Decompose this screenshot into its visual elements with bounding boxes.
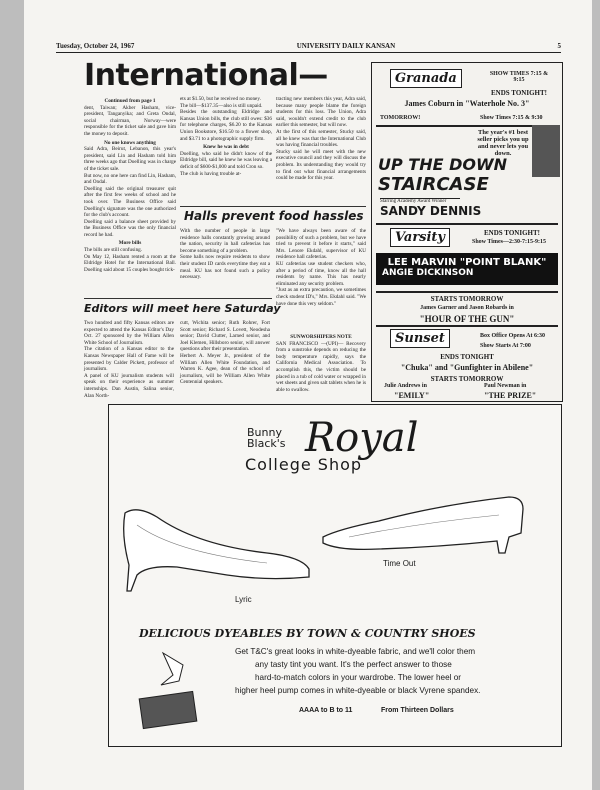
header-paper: UNIVERSITY DAILY KANSAN [296,42,396,50]
paragraph: But now, no one here can find Lin, Hasham, and Ondal. [84,172,176,186]
ad-body-line: any tasty tint you want. It's the perfect answer to those [255,660,452,669]
granada-tagline: The year's #1 best seller picks you up and never lets you down. [477,129,529,157]
paragraph: KU cafeterias use student checkers who, after a period of time, know all the hall residents by name. This has nearly eliminated any security problem. [276,260,366,287]
brand-bunny-blacks [247,427,286,449]
sunset-movie-1: "EMILY" [394,391,430,400]
granada-show-times: SHOW TIMES 7:15 & 9:15 [489,71,549,83]
brand-line-1: Bunny [247,426,282,439]
varsity-times: Show Times—2:30-7:15-9:15 [472,239,546,245]
price: From Thirteen Dollars [381,707,454,714]
lyric-label: Lyric [235,595,252,604]
paragraph: tracting new members this year, Adra said, because many people blame the foreign students for this loss. The Union, Adra said, wouldn't extend credit to the club earlier this semester, but will now. [276,96,366,129]
granada-ends: ENDS TONIGHT! [491,89,547,97]
page-header [56,42,561,53]
sunworshipers-brief [276,332,366,393]
academy-award: Starring Academy Award Winner [380,198,460,204]
varsity-starts: STARTS TOMORROW [430,295,504,303]
sunset-show-start: Show Starts At 7:00 [480,343,531,349]
royal-script: Royal [305,415,419,461]
lyric-shoe-illustration [117,505,317,595]
sunset-movie-2: "THE PRIZE" [484,391,537,400]
paragraph: The club is having trouble at- [180,170,242,177]
paragraph: Said Adra, Beirut, Lebanon, this year's president, said Lin and Hasham told him three weeks ago that Doelling was in charge of the ticket sale. [84,146,176,172]
left-page-edge [0,0,24,790]
ad-body-line: higher heel pump comes in white-dyeable or black Vyrene spandex. [235,686,481,695]
paragraph: A panel of KU journalism students will speak on their experience as summer internships. Dan Austin, Salina senior, Alan North- [84,372,174,399]
granada-times-2: Show Times 7:15 & 9:30 [480,115,543,121]
halls-column-1 [180,228,270,281]
divider [376,291,558,293]
editors-column-1 [84,320,174,399]
paragraph: With the number of people in large residence halls constantly growing around the nation, security in hall cafeterias has become something of a problem. [180,228,270,254]
paragraph: The citation of a Kansas editor to the Kansas Newspaper Hall of Fame will be presented by Calder Pickett, professor of journalism. [84,346,174,373]
divider [180,206,366,207]
time-out-shoe-illustration [319,493,529,555]
sunset-starts: STARTS TOMORROW [430,375,504,383]
editors-column-2 [180,320,270,386]
varsity-ends: ENDS TONIGHT! [484,229,540,237]
paragraph: Herbert A. Meyer Jr., president of the William Allen White Foundation, and Warren K. Agee, dean of the school of journalism, will be William Allen White Centennial speakers. [180,352,270,386]
article-column-2 [180,96,272,177]
paragraph: Doelling said the original treasurer quit after the first few weeks of school and he took over. The Business Office said Doelling's signature was the one authorized for the club's account. [84,185,176,219]
paragraph: On May 12, Hasham rented a room at the Eldridge Hotel for the International Ball. Doelling said about 15 couples bought tick- [84,253,176,273]
sunset-box-office: Box Office Opens At 6:30 [480,333,545,339]
halls-column-2 [276,228,366,307]
paragraph: Two hundred and fifty Kansas editors are expected to attend the Kansas Editor's Day Oct. 27 sponsored by the William Allen White School of Journalism. [84,320,174,346]
international-headline: International— [84,58,328,93]
sunset-star-2: Paul Newman in [484,383,527,389]
point-blank-banner [376,253,558,285]
ad-body-line: Get T&C's great looks in white-dyeable fabric, and we'll color them [235,647,476,656]
shoe-ad [108,404,562,747]
paragraph: The bills are still confusing. [84,247,143,254]
time-out-label: Time Out [383,559,416,568]
sunset-current: "Chuka" and "Gunfighter in Abilene" [400,363,534,372]
article-column-3 [276,96,366,182]
subhead: Knew he was in debt [203,144,249,151]
paragraph: cutt, Wichita senior; Ruth Rohrer, Fort Scott senior; Richard S. Lovett, Neodesha senior; David Clutter, Larned senior, and Joel Klemen, Hillsboro senior, will answer questions after their presentation. [180,320,270,353]
paragraph: SAN FRANCISCO —(UPI)— Recovery from a sunstroke depends on reducing the body temperature rapidly, says the California Medical Association. To accomplish this, the victim should be placed in a tub of cold water or wrapped in wet sheets and given salt tablets when he is able to swallow. [276,340,366,393]
continued-note: Continued from page 1 [104,98,156,104]
paragraph: "We have always been aware of the possibility of such a problem, but we have tried to prevent it before it starts," said Mrs. Lenore Ekdahl, supervisor of KU residence hall cafeterias. [276,228,366,261]
paragraph: dent, Taiwan; Akber Hasham, vice-president, Tanganyika; and Greta Ondal, social chairman, Norway—were responsible for the ticket sale and gave him the money to deposit. [84,104,176,137]
varsity-logo: Varsity [390,228,450,247]
paragraph: ets at $1.50, but he received no money. [180,96,261,102]
granada-tomorrow: TOMORROW! [380,115,421,121]
ad-body [235,645,555,697]
granada-logo: Granada [390,69,462,88]
divider [376,325,558,327]
divider [84,298,272,299]
paragraph: Stucky said he will meet with the new executive council and they will discuss the problem. Its understanding they would try to find out what financial arrangements could be made for this year. [276,148,366,182]
sunset-ends: ENDS TONIGHT [440,353,494,361]
header-date: Tuesday, October 24, 1967 [56,42,135,50]
ad-body-line: hard-to-match colors in your wardrobe. The lower heel or [255,673,461,682]
paragraph: The bill—$137.35—also is still unpaid. [180,102,263,109]
brief-title: SUNWORSHIPERS NOTE [290,334,352,340]
divider [376,125,558,127]
banner-costar: ANGIE DICKINSON [382,268,474,278]
paragraph: "Just as an extra precaution, we sometimes check student ID's," Mrs. Ekdahl said. "We have done this very seldom." [276,287,366,307]
header-page-number: 5 [557,42,561,50]
film-title-bottom: STAIRCASE [378,174,489,195]
divider [376,223,558,225]
paragraph: At the first of this semester, Stucky said, all he knew was that the International Club was having financial troubles. [276,128,366,149]
halls-headline: Halls prevent food hassles [184,209,364,223]
varsity-cast: James Garner and Jason Robards in [420,305,514,311]
dyeables-headline: DELICIOUS DYEABLES BY TOWN & COUNTRY SHOES [139,627,476,640]
subhead: More bills [118,240,142,247]
theater-ad [371,62,563,402]
film-title-top: UP THE DOWN [378,155,508,174]
sizes: AAAA to B to 11 [299,707,353,714]
paragraph: Doelling, who said he didn't know of the Eldridge bill, said he knew he was leaving a deficit of $600-$1,000 and told Cron so. [180,150,272,170]
varsity-next-film: "HOUR OF THE GUN" [419,314,515,324]
subhead: No one knows anything [104,139,156,146]
star-name: SANDY DENNIS [380,204,482,218]
paragraph: Doelling said a balance sheet provided by the Business Office was the only financial record he had. [84,218,176,238]
dye-hand-bag-illustration [133,645,213,735]
sunset-star-1: Julie Andrews in [384,383,427,389]
sunset-logo: Sunset [390,329,450,348]
banner-title: LEE MARVIN "POINT BLANK" [387,257,547,268]
paragraph: Some halls now require residents to show their student ID cards everytime they eat a meal. KU has not found such a policy necessary. [180,254,270,281]
brand-line-2: Black's [247,437,286,450]
college-shop: College Shop [245,455,363,474]
editors-headline: Editors will meet here Saturday [84,302,281,315]
right-page-edge [592,0,600,790]
actress-photo [532,125,560,177]
paragraph: Besides the outstanding Eldridge and Kansas Union bills, the club still owes: $36 for telephone charges, $6.20 to the Kansas Union Bookstore, $16.50 to a flower shop, and $3.71 to a photographic supply firm. [180,109,272,142]
article-column-1 [84,96,176,273]
granada-current-film: James Coburn in "Waterhole No. 3" [404,99,530,108]
